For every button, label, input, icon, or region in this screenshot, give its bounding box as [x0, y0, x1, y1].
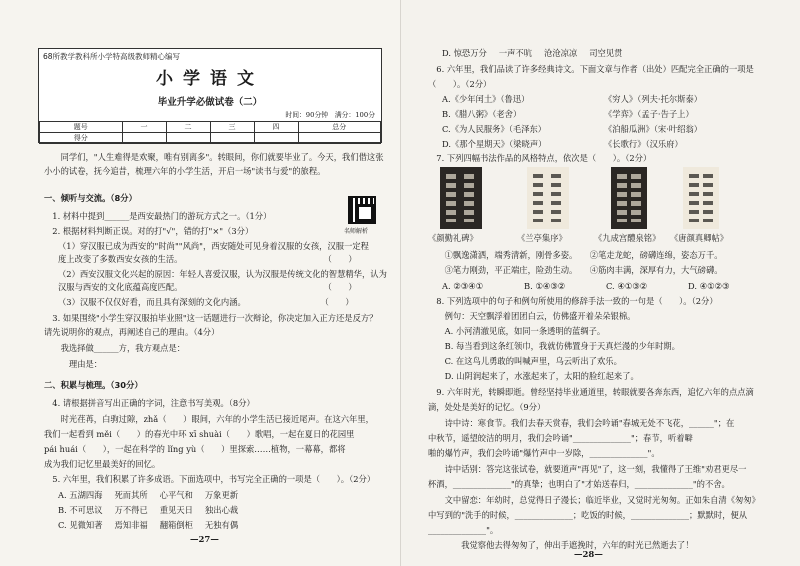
option-text: 独出心裁	[204, 505, 239, 515]
question-2a: （1）穿汉服已成为西安的"时尚""风尚"，西安随处可见身着汉服的女孩，汉服一定程	[58, 241, 369, 251]
option-text: 死而其所	[114, 490, 148, 500]
option-text: C.《为人民服务》（毛泽东）	[442, 124, 547, 134]
option-text: 焉知非福	[114, 520, 148, 530]
calligraphy-image-1	[440, 167, 482, 229]
question-4-line: pái huái（ ），一起在科学的 lǐng yù（ ）里探索……植物，一幕幕，都将	[44, 444, 346, 454]
option-text: 《泊船瓜洲》（宋·叶绍翁）	[604, 124, 703, 134]
option-text: 翻箱倒柜	[159, 520, 193, 530]
question-6-option-d[interactable]	[428, 139, 780, 149]
qr-code-icon[interactable]	[348, 196, 376, 224]
question-2c: （3）汉服不仅仅好看，而且具有深刻的文化内涵。 （ ）	[58, 297, 354, 307]
question-6-option-b[interactable]	[428, 109, 780, 119]
option-text: B.《腊八粥》（老舍）	[442, 109, 522, 119]
option-text: B. 不可思议	[58, 505, 103, 515]
question-2b-cont: 汉服与西安的文化底蕴高度匹配。 （ ）	[58, 282, 357, 292]
exam-title: 小学语文	[156, 69, 264, 89]
question-6-option-c[interactable]	[428, 124, 780, 134]
question-7-desc: ①飘逸潇洒，端秀清新，刚骨多姿。 ②笔走龙蛇，磅礴连绵，姿态万千。	[428, 250, 723, 260]
option-text: 无独有偶	[204, 520, 239, 530]
question-1: 1. 材料中提到______是西安最热门的游玩方式之一。（1分）	[44, 211, 272, 221]
question-9-line[interactable]: 中写到的"洗手的时候，______________；吃饭的时候，______________；默默时，便从	[428, 510, 748, 520]
score-cell: 二	[166, 122, 210, 133]
question-3-reason[interactable]: 理由是：	[44, 359, 103, 369]
option-text: A. 五湖四海	[58, 490, 103, 500]
option-text: 万象更新	[204, 490, 239, 500]
option-text: D. 惊恐万分	[442, 48, 487, 58]
question-9-line[interactable]: 诗中诗：寒食节。我们去春天赏春，我们会吟诵"春城无处不飞花，______"；在	[428, 418, 735, 428]
option-text[interactable]: A. ②③④①	[442, 281, 484, 291]
score-cell: 总分	[298, 122, 381, 133]
exam-time: 时间：90分钟 满分：100分	[285, 111, 375, 119]
question-5-option-d[interactable]	[428, 48, 780, 58]
score-cell: 题号	[40, 122, 123, 133]
score-cell[interactable]	[298, 133, 381, 144]
exam-banner	[38, 48, 382, 143]
option-text: 心平气和	[159, 490, 193, 500]
question-3-cont: 请先说明你的观点，再阐述自己的理由。（4分）	[44, 327, 220, 337]
score-cell[interactable]	[122, 133, 166, 144]
section-1-heading: 一、倾听与交流。（8分）	[44, 193, 137, 203]
score-cell: 三	[210, 122, 254, 133]
option-text: 万不得已	[114, 505, 148, 515]
question-9-cont: 滴，处处是美好的记忆。（9分）	[428, 402, 546, 412]
intro-line: 同学们，"人生难得是欢聚，唯有别离多"。转眼间，你们就要毕业了。今天，我们借这张	[44, 152, 384, 162]
option-text: C. 见微知著	[58, 520, 103, 530]
question-7-options[interactable]	[428, 281, 780, 291]
question-2a-cont: 度上改变了多数西安女孩的生活。 （ ）	[58, 254, 357, 264]
calligraphy-label: 《唐颜真卿帖》	[670, 233, 729, 243]
question-6-cont: （ ）。（2分）	[428, 79, 492, 89]
calligraphy-label: 《颜勤礼碑》	[428, 233, 478, 243]
option-text: 《学弈》（孟子·告子上）	[604, 109, 694, 119]
page-number: —27—	[190, 535, 219, 545]
question-8-example: 例句：天空飘浮着团团白云，仿佛盛开着朵朵银棉。	[428, 311, 636, 321]
option-text: 沧沧凉凉	[544, 48, 578, 58]
intro-line: 小小的试卷，抚今追昔，梳理六年的小学生活，开启一场"读书与爱"的旅程。	[44, 166, 326, 177]
option-text[interactable]: D. ④①②③	[688, 281, 730, 291]
calligraphy-label: 《兰亭集序》	[517, 233, 567, 243]
question-9-line[interactable]: 啪的爆竹声，我们会吟诵"爆竹声中一岁除，______________"。	[428, 448, 660, 458]
option-text: 重见天日	[159, 505, 193, 515]
question-4-line: 成为我们记忆里最美好的回忆。	[44, 459, 161, 469]
question-4-line: 时光荏苒，白驹过隙，zhǎ（ ）眼间，六年的小学生活已接近尾声。在这六年里，	[44, 414, 374, 424]
banner-header: 68所教学教科所小学特高级教师精心编写	[43, 52, 181, 61]
question-3-answer[interactable]: 我选择做______方，我方观点是：	[44, 343, 186, 353]
question-8-option-d[interactable]: D. 山阴润起来了，水涨起来了，太阳的脸红起来了。	[428, 371, 639, 381]
question-8-option-c[interactable]: C. 在这鸟儿勇敢的叫喊声里，乌云听出了欢乐。	[428, 356, 622, 366]
score-cell[interactable]	[254, 133, 298, 144]
score-table	[39, 121, 381, 144]
question-6-option-a[interactable]	[428, 94, 780, 104]
question-5: 5. 六年里，我们积累了许多成语。下面选项中，书写完全正确的一项是（ ）。（2分）	[44, 474, 376, 484]
score-cell: 一	[122, 122, 166, 133]
score-cell: 得分	[40, 133, 123, 144]
calligraphy-image-4	[683, 167, 719, 229]
question-5-option-a[interactable]	[44, 490, 390, 500]
exam-subtitle: 毕业升学必做试卷（二）	[157, 97, 263, 108]
question-9-line: 文中留恋：年幼时，总觉得日子漫长；临近毕业，又觉时光匆匆。正如朱自清《匆匆》	[428, 495, 760, 505]
question-9-line[interactable]: 杯酒，______________"的真挚；也明白了"才始送春归，______________"的不舍。	[428, 479, 730, 489]
calligraphy-image-3	[611, 167, 647, 229]
question-9-line[interactable]: 中秋节，遥望皎洁的明月，我们会吟诵"______________"；春节，听着噼	[428, 433, 693, 443]
question-5-option-b[interactable]	[44, 505, 390, 515]
score-cell[interactable]	[166, 133, 210, 144]
calligraphy-image-2	[527, 167, 569, 229]
page-number: —28—	[574, 550, 603, 560]
calligraphy-label: 《九成宫醴泉铭》	[594, 233, 661, 243]
option-text: 《长歌行》（汉乐府）	[604, 139, 683, 149]
option-text: D.《那个星期天》（梁晓声）	[442, 139, 547, 149]
question-5-option-c[interactable]	[44, 520, 390, 530]
question-6: 6. 六年里，我们品读了许多经典诗文。下面文章与作者（出处）匹配完全正确的一项是	[428, 64, 754, 74]
option-text: A.《少年闰土》（鲁迅）	[442, 94, 530, 104]
qr-caption: 名师解析	[344, 228, 369, 235]
question-4: 4. 请根据拼音写出正确的字词，注意书写美观。（8分）	[44, 398, 255, 408]
question-2: 2. 根据材料判断正误。对的打"√"，错的打"×"（3分）	[44, 226, 254, 236]
option-text: 《穷人》（列夫·托尔斯泰）	[604, 94, 703, 104]
question-8-option-a[interactable]: A. 小河清澈见底，如同一条透明的蓝绸子。	[428, 326, 606, 336]
option-text: 司空见贯	[589, 48, 623, 58]
option-text[interactable]: B. ①④③②	[524, 281, 566, 291]
score-row-values	[40, 133, 381, 144]
score-cell: 四	[254, 122, 298, 133]
intro-text	[44, 152, 390, 177]
question-8: 8. 下列选项中的句子和例句所使用的修辞手法一致的一句是（ ）。（2分）	[428, 296, 718, 306]
question-9-line[interactable]: ______________"。	[428, 525, 499, 535]
section-2-heading: 二、积累与梳理。（30分）	[44, 380, 143, 390]
question-3: 3. 如果围绕"小学生穿汉服拍毕业照"这一话题进行一次辩论，你决定加入正方还是反方？	[44, 313, 378, 323]
score-row-header	[40, 122, 381, 133]
question-7-desc: ③笔力刚劲，平正端庄，险劲生动。 ④筋肉丰满，深厚有力，大气磅礴。	[428, 265, 723, 275]
option-text: 一声不吭	[498, 48, 533, 58]
score-cell[interactable]	[210, 133, 254, 144]
question-8-option-b[interactable]: B. 每当看到这条红领巾，我就仿佛置身于天真烂漫的少年时期。	[428, 341, 680, 351]
question-9-line: 诗中话别：答完这张试卷，就要道声"再见"了，这一刻，我懂得了王维"劝君更尽一	[428, 464, 747, 474]
question-9: 9. 六年时光，转瞬即逝。曾经坚持毕业通道里，转眼就要各奔东西，追忆六年的点点滴	[428, 387, 754, 397]
question-7: 7. 下列四幅书法作品的风格特点，依次是（ ）。（2分）	[428, 153, 652, 163]
question-2b: （2）西安汉服文化兴起的原因：年轻人喜爱汉服，认为汉服是传统文化的智慧精华，认为	[58, 269, 387, 279]
question-4-line: 我们一起看到 měi（ ）的春光中环 xī shuài（ ）歌唱，一起在夏日的花园里	[44, 429, 355, 439]
option-text[interactable]: C. ④①③②	[606, 281, 648, 291]
question-9-line: 我觉察他去得匆匆了，伸出手遮挽时，六年的时光已然逝去了！	[428, 540, 694, 550]
